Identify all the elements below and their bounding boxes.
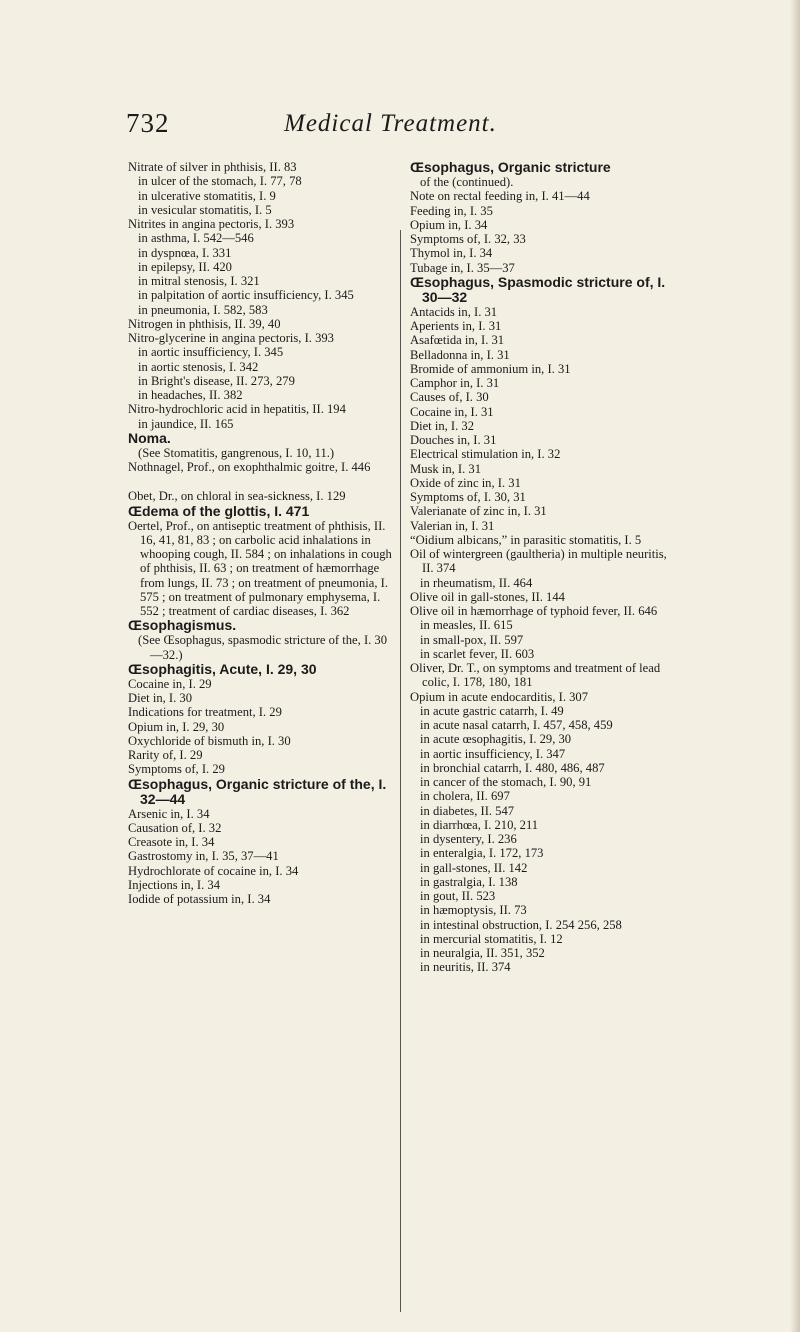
index-subentry: in measles, II. 615 [420,618,513,633]
index-entry: Causes of, I. 30 [410,390,489,405]
index-entry: Symptoms of, I. 32, 33 [410,232,526,246]
index-heading: Noma. [128,429,171,446]
index-entry: Nitrites in angina pectoris, I. 393 [128,217,295,231]
index-entry: Obet, Dr., on chloral in sea-sickness, I. 129 [128,489,346,504]
index-subentry: in vesicular stomatitis, I. 5 [138,202,272,217]
index-entry: Nitrogen in phthisis, II. 39, 40 [128,316,281,331]
index-entry: Causation of, I. 32 [128,820,222,835]
index-subentry: in gall-stones, II. 142 [420,860,528,875]
index-entry: Asafœtida in, I. 31 [410,333,505,348]
index-subentry: in neuritis, II. 374 [420,960,511,975]
index-entry: Thymol in, I. 34 [410,246,493,261]
page-edge-shadow [790,0,800,1332]
index-entry: Valerian in, I. 31 [410,518,495,533]
index-subentry: in rheumatism, II. 464 [420,575,533,590]
index-entry: Tubage in, I. 35—37 [410,260,515,275]
index-subentry: in acute nasal catarrh, I. 457, 458, 459 [420,718,613,732]
index-subentry: in ulcerative stomatitis, I. 9 [138,188,276,203]
index-column-left [128,160,398,906]
index-subentry: in palpitation of aortic insufficiency, I. 345 [138,288,354,303]
column-divider [400,230,401,1312]
index-entry: Note on rectal feeding in, I. 41—44 [410,189,590,204]
index-entry: Injections in, I. 34 [128,877,220,892]
index-entry: Nitrate of silver in phthisis, II. 83 [128,160,297,174]
index-entry: Creasote in, I. 34 [128,835,215,849]
index-subentry: in acute gastric catarrh, I. 49 [420,703,564,718]
index-entry: Aperients in, I. 31 [410,319,502,333]
index-subentry: in gout, II. 523 [420,889,496,903]
index-subentry: in intestinal obstruction, I. 254 256, 258 [420,917,622,932]
index-subentry: in acute œsophagitis, I. 29, 30 [420,732,572,747]
index-entry: Belladonna in, I. 31 [410,347,510,362]
index-heading: Œsophagismus. [128,617,237,634]
index-entry: Oxide of zinc in, I. 31 [410,475,521,490]
index-entry: Hydrochlorate of cocaine in, I. 34 [128,863,299,878]
index-column-right [410,160,680,975]
index-entry: Cocaine in, I. 29 [128,676,212,691]
index-subentry: in cancer of the stomach, I. 90, 91 [420,775,592,789]
index-subentry: in neuralgia, II. 351, 352 [420,946,545,960]
page-number: 732 [126,108,170,138]
index-subentry: in diabetes, II. 547 [420,803,515,818]
running-title: Medical Treatment. [284,110,497,137]
index-subentry: in gastralgia, I. 138 [420,874,518,889]
index-subentry: in enteralgia, I. 172, 173 [420,846,544,861]
index-subentry: in epilepsy, II. 420 [138,259,232,274]
index-entry: Nothnagel, Prof., on exophthalmic goitre, I. 446 [128,460,371,474]
index-subentry: in aortic insufficiency, I. 347 [420,746,566,761]
index-entry: Arsenic in, I. 34 [128,806,210,821]
index-subentry: in bronchial catarrh, I. 480, 486, 487 [420,760,605,775]
index-entry: Opium in, I. 34 [410,217,488,232]
index-heading: Œsophagitis, Acute, I. 29, 30 [128,660,317,677]
index-subentry: in jaundice, II. 165 [138,416,234,431]
index-entry: Nitro-glycerine in angina pectoris, I. 393 [128,331,334,345]
index-heading: Œsophagus, Spasmodic stricture of, I. 30—32 [410,273,666,305]
index-entry: Camphor in, I. 31 [410,376,500,390]
index-subentry: in headaches, II. 382 [138,388,243,402]
index-entry: Cocaine in, I. 31 [410,404,494,419]
index-subentry: in pneumonia, I. 582, 583 [138,302,268,317]
index-subentry: in aortic stenosis, I. 342 [138,359,259,374]
index-entry: Musk in, I. 31 [410,461,482,476]
index-subentry: in Bright's disease, II. 273, 279 [138,373,295,388]
index-entry: Diet in, I. 30 [128,691,193,705]
index-subentry: in cholera, II. 697 [420,789,510,804]
index-subentry: in dyspnœa, I. 331 [138,245,232,260]
index-entry: Oertel, Prof., on antiseptic treatment of phthisis, II. 16, 41, 81, 83 ; on carbolic acid inhalations in whooping cough, II. 584 ; on inhalations in cough of phthisis, II. 63 ; on treatment of hæmorrhage from lungs, II. 73 ; on treatment of pneumonia, I. 575 ; on treatment of pulmonary emphysema, I. 552 ; treatment of cardiac diseases, I. 362 [128,518,392,618]
index-subentry: in mitral stenosis, I. 321 [138,274,260,288]
index-subentry: in ulcer of the stomach, I. 77, 78 [138,174,302,189]
index-entry: Oil of wintergreen (gaultheria) in multiple neuritis, II. 374 [410,547,667,576]
index-entry: Indications for treatment, I. 29 [128,705,282,720]
index-entry: Gastrostomy in, I. 35, 37—41 [128,849,279,864]
index-heading: Œsophagus, Organic stricture of the, I. 32—44 [128,775,387,807]
index-subentry: of the (continued). [420,175,514,189]
index-entry: Rarity of, I. 29 [128,748,203,762]
index-subentry: in small-pox, II. 597 [420,632,524,647]
index-heading: Œdema of the glottis, I. 471 [128,502,310,519]
index-entry: Symptoms of, I. 29 [128,762,225,777]
index-entry: Bromide of ammonium in, I. 31 [410,361,571,376]
index-subentry: in aortic insufficiency, I. 345 [138,345,284,360]
index-entry: Iodide of potassium in, I. 34 [128,892,271,906]
index-entry: Oliver, Dr. T., on symptoms and treatment of lead colic, I. 178, 180, 181 [410,661,661,690]
index-entry: Antacids in, I. 31 [410,304,498,319]
index-entry: Nitro-hydrochloric acid in hepatitis, II. 194 [128,402,346,417]
page-header [126,108,686,138]
index-entry: Olive oil in hæmorrhage of typhoid fever, II. 646 [410,604,658,618]
index-heading: Œsophagus, Organic stricture [410,159,611,175]
index-entry: Douches in, I. 31 [410,433,497,447]
index-subentry: (See Stomatitis, gangrenous, I. 10, 11.) [138,445,335,460]
index-subentry: in dysentery, I. 236 [420,832,517,846]
index-subentry: in diarrhœa, I. 210, 211 [420,817,539,832]
index-entry: Feeding in, I. 35 [410,203,493,218]
index-entry: “Oidium albicans,” in parasitic stomatitis, I. 5 [410,532,642,547]
index-entry: Electrical stimulation in, I. 32 [410,447,561,462]
index-entry: Opium in, I. 29, 30 [128,719,225,734]
index-gap [128,474,398,489]
index-subentry: in mercurial stomatitis, I. 12 [420,931,563,946]
index-entry: Symptoms of, I. 30, 31 [410,490,526,504]
index-entry: Valerianate of zinc in, I. 31 [410,504,547,519]
index-subentry: in asthma, I. 542—546 [138,231,254,246]
index-subentry: in hæmoptysis, II. 73 [420,903,527,918]
index-entry: Oxychloride of bismuth in, I. 30 [128,733,291,748]
index-entry: Opium in acute endocarditis, I. 307 [410,689,589,704]
index-entry: Diet in, I. 32 [410,418,475,433]
index-entry: Olive oil in gall-stones, II. 144 [410,589,565,604]
index-subentry: in scarlet fever, II. 603 [420,646,535,661]
index-subentry: (See Œsophagus, spasmodic stricture of the, I. 30—32.) [138,633,388,662]
